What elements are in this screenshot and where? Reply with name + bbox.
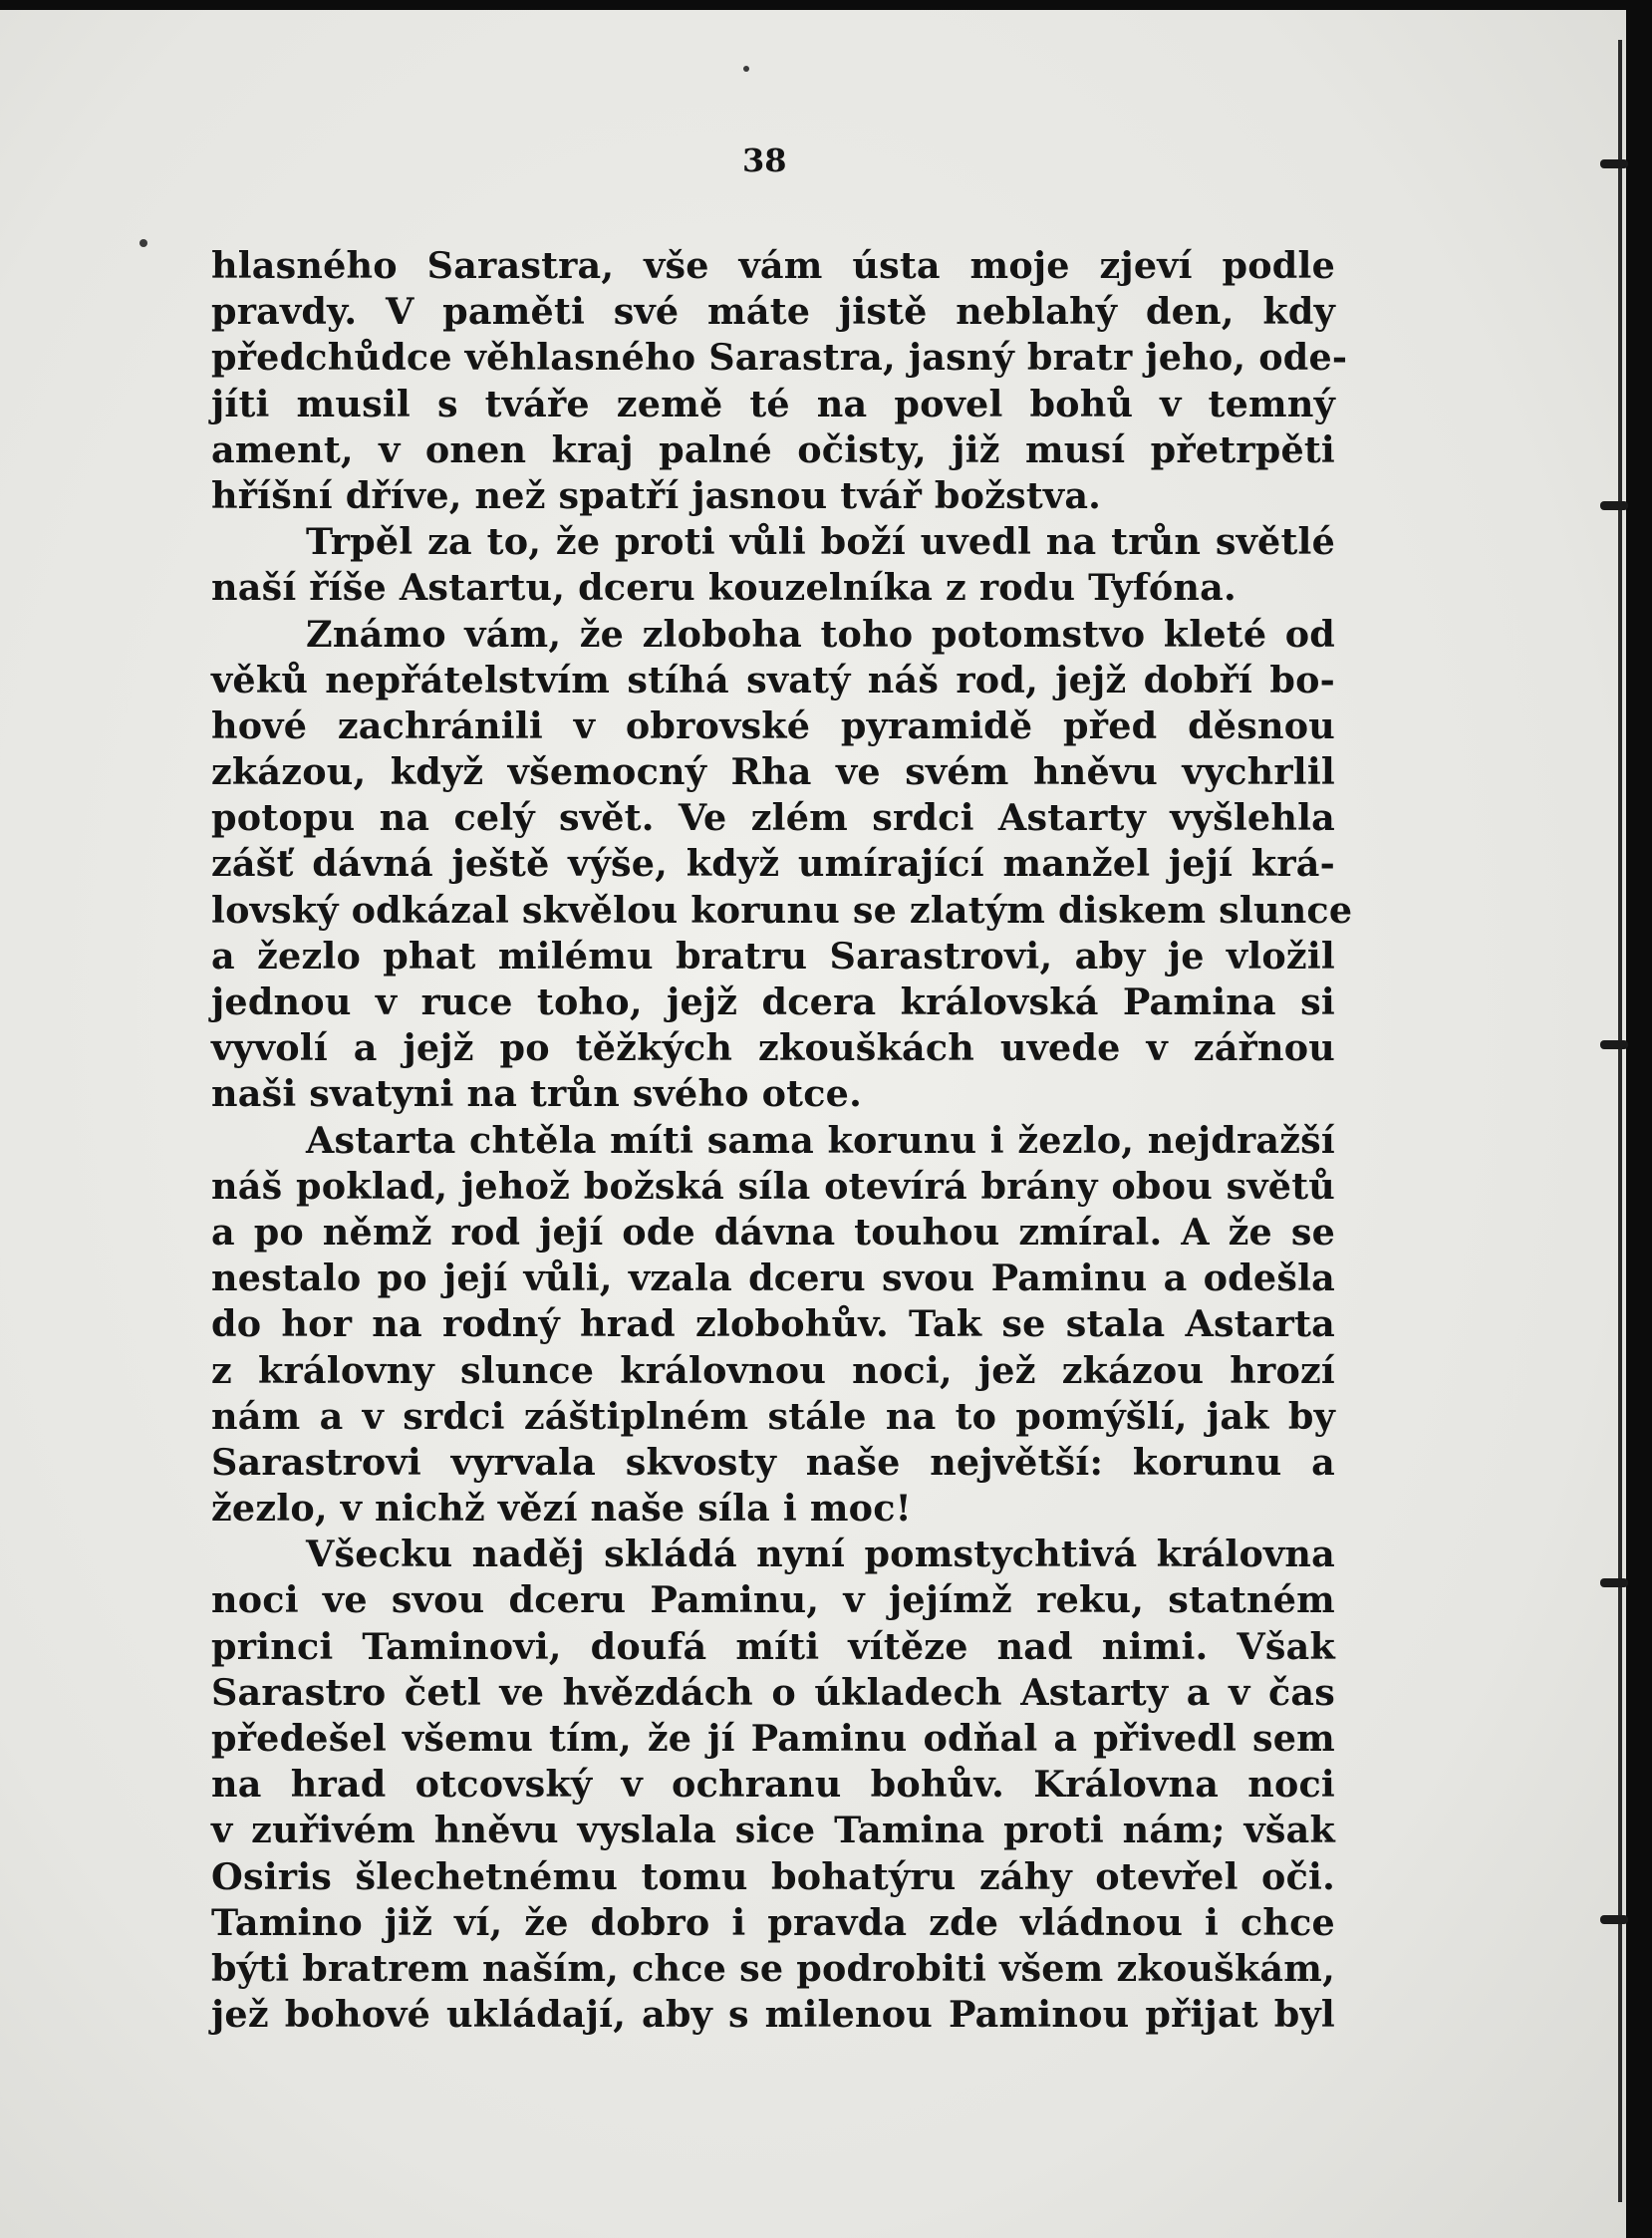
text-line: nestalo po její vůli, vzala dceru svou Paminu a odešla (211, 1257, 1335, 1300)
body-text (211, 243, 1353, 2038)
binding-tick (1600, 1915, 1628, 1924)
text-line: z královny slunce královnou noci, jež zkázou hrozí (211, 1348, 1335, 1392)
text-line: žezlo, v nichž vězí naše síla i moc! (211, 1487, 912, 1531)
text-line: Tamino již ví, že dobro i pravda zde vládnou i chce (211, 1900, 1335, 1944)
binding-tick (1600, 1578, 1628, 1587)
binding-tick (1600, 159, 1628, 168)
text-line: ament, v onen kraj palné očisty, již musí přetrpěti (211, 427, 1335, 471)
text-line: na hrad otcovský v ochranu bohův. Královna noci (211, 1763, 1335, 1807)
text-line: vyvolí a jejž po těžkých zkouškách uvede v zářnou (211, 1026, 1335, 1070)
text-line: zášť dávná ještě výše, když umírající manžel její krá- (211, 842, 1335, 886)
scan-border-right (1626, 0, 1652, 2238)
text-line: Známo vám, že zloboha toho potomstvo kleté od (306, 612, 1335, 656)
text-line: pravdy. V paměti své máte jistě neblahý den, kdy (211, 290, 1335, 334)
text-line: Trpěl za to, že proti vůli boží uvedl na trůn světlé (306, 520, 1335, 564)
text-line: a žezlo phat milému bratru Sarastrovi, aby je vložil (211, 934, 1335, 978)
text-line: naší říše Astartu, dceru kouzelníka z rodu Tyfóna. (211, 566, 1237, 610)
binding-tick (1600, 501, 1628, 510)
text-line: jednou v ruce toho, jejž dcera královská Pamina si (211, 980, 1335, 1023)
text-line: Osiris šlechetnému tomu bohatýru záhy otevřel oči. (211, 1854, 1335, 1898)
text-line: do hor na rodný hrad zlobohův. Tak se stala Astarta (211, 1302, 1335, 1346)
text-line: předešel všemu tím, že jí Paminu odňal a přivedl sem (211, 1717, 1335, 1760)
text-line: jíti musil s tváře země té na povel bohů v temný (211, 382, 1335, 425)
binding-tick (1600, 1040, 1628, 1049)
text-line: Všecku naděj skládá nyní pomstychtivá královna (306, 1533, 1335, 1576)
page-number: 38 (742, 141, 787, 179)
text-line: Sarastro četl ve hvězdách o úkladech Astarty a v čas (211, 1670, 1335, 1714)
text-line: lovský odkázal skvělou korunu se zlatým diskem slunce (211, 888, 1353, 932)
text-line: zkázou, když všemocný Rha ve svém hněvu vychrlil (211, 750, 1335, 794)
text-line: hříšní dříve, než spatří jasnou tvář božstva. (211, 473, 1102, 517)
text-line: nám a v srdci záštiplném stále na to pomýšlí, jak by (211, 1394, 1335, 1438)
text-line: věků nepřátelstvím stíhá svatý náš rod, jejž dobří bo- (211, 658, 1335, 701)
print-speck (139, 239, 147, 247)
text-line: hové zachránili v obrovské pyramidě před děsnou (211, 703, 1335, 747)
text-line: jež bohové ukládají, aby s milenou Paminou přijat byl (211, 1993, 1335, 2037)
text-line: v zuřivém hněvu vyslala sice Tamina proti nám; však (211, 1809, 1335, 1852)
text-line: býti bratrem naším, chce se podrobiti všem zkouškám, (211, 1946, 1335, 1990)
scan-border-top (0, 0, 1652, 10)
text-line: Astarta chtěla míti sama korunu i žezlo, nejdražší (306, 1118, 1335, 1162)
print-speck (743, 66, 749, 72)
binding-edge (1618, 40, 1622, 2202)
text-line: Sarastrovi vyrvala skvosty naše největší: korunu a (211, 1440, 1335, 1484)
text-line: náš poklad, jehož božská síla otevírá brány obou světů (211, 1164, 1335, 1208)
text-line: potopu na celý svět. Ve zlém srdci Astarty vyšlehla (211, 796, 1335, 840)
text-line: noci ve svou dceru Paminu, v jejímž reku, statném (211, 1578, 1335, 1622)
text-line: princi Taminovi, doufá míti vítěze nad nimi. Však (211, 1624, 1335, 1668)
text-line: hlasného Sarastra, vše vám ústa moje zjeví podle (211, 244, 1335, 287)
text-line: naši svatyni na trůn svého otce. (211, 1072, 862, 1116)
text-line: a po němž rod její ode dávna touhou zmíral. A že se (211, 1210, 1335, 1254)
text-line: předchůdce věhlasného Sarastra, jasný bratr jeho, ode- (211, 336, 1348, 380)
